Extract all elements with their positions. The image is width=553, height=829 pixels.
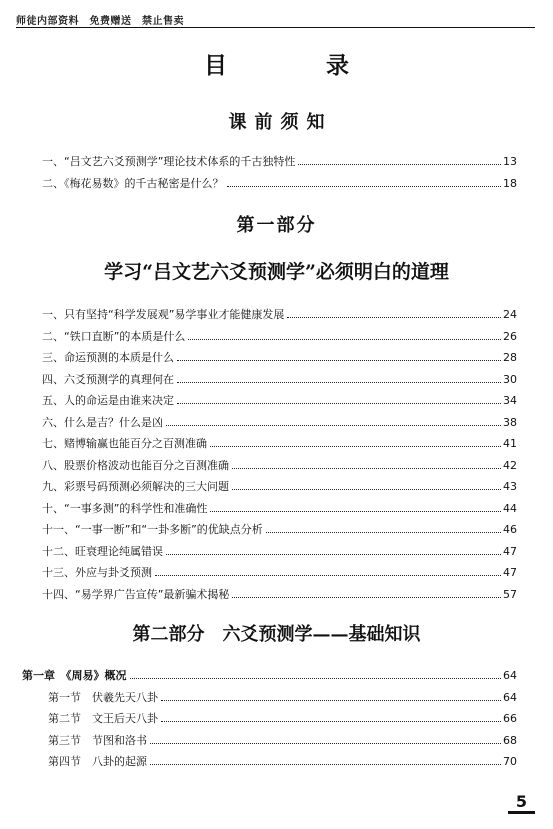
part2-toc (22, 665, 517, 773)
toc-entry-page: 42 (503, 458, 517, 472)
toc-leader-dots (150, 764, 501, 765)
toc-entry[interactable] (22, 730, 517, 752)
toc-entry[interactable] (42, 498, 517, 520)
toc-entry-text: 九、彩票号码预测必须解决的三大问题 (42, 480, 229, 493)
toc-leader-dots (166, 554, 501, 555)
toc-chapter-entry[interactable] (22, 665, 517, 687)
toc-entry-page: 43 (503, 480, 517, 493)
toc-leader-dots (166, 425, 501, 426)
toc-entry-page: 46 (503, 523, 517, 536)
toc-entry[interactable] (42, 412, 517, 434)
toc-leader-dots (130, 678, 502, 679)
toc-entry[interactable] (42, 390, 517, 412)
toc-entry-page: 47 (503, 566, 517, 579)
toc-entry-text: 十四、“易学界广告宣传”最新骗术揭秘 (42, 587, 230, 601)
toc-entry[interactable] (42, 347, 517, 369)
toc-entry-page: 28 (503, 351, 517, 364)
part1-subheading: 学习“吕文艺六爻预测学”必须明白的道理 (104, 261, 449, 283)
toc-entry-text: 第四节 八卦的起源 (48, 755, 147, 768)
toc-entry-page: 66 (503, 712, 517, 725)
toc-entry-text: 第一章 《周易》概况 (22, 669, 127, 682)
toc-entry-page: 41 (503, 437, 517, 450)
toc-entry[interactable] (42, 562, 517, 584)
toc-entry[interactable] (42, 519, 517, 541)
page-title: 目 录 (204, 52, 387, 79)
toc-entry[interactable] (42, 369, 517, 391)
toc-entry[interactable] (42, 433, 517, 455)
toc-entry-page: 18 (503, 176, 517, 190)
page-number: 5 (508, 782, 535, 814)
toc-entry[interactable] (42, 173, 517, 195)
toc-leader-dots (177, 382, 501, 383)
toc-leader-dots (161, 721, 501, 722)
toc-leader-dots (232, 489, 501, 490)
toc-leader-dots (227, 186, 502, 187)
part1-heading: 第一部分 (236, 215, 317, 236)
toc-entry-page: 24 (503, 308, 517, 321)
part2-heading: 第二部分 六爻预测学——基础知识 (132, 624, 421, 645)
toc-entry-text: 第二节 文王后天八卦 (48, 712, 158, 725)
toc-entry[interactable] (42, 151, 517, 173)
pre-course-toc (42, 151, 517, 194)
toc-entry-text: 八、股票价格波动也能百分之百测准确 (42, 458, 229, 472)
toc-leader-dots (161, 700, 501, 701)
toc-entry-text: 五、人的命运是由谁来决定 (42, 394, 174, 407)
toc-entry-text: 二、《梅花易数》的千古秘密是什么？ (42, 176, 224, 190)
toc-entry-page: 38 (503, 415, 517, 429)
toc-leader-dots (177, 403, 501, 404)
toc-leader-dots (232, 468, 501, 469)
toc-leader-dots (188, 339, 501, 340)
toc-entry[interactable] (42, 584, 517, 606)
toc-entry[interactable] (42, 304, 517, 326)
toc-entry[interactable] (22, 687, 517, 709)
toc-entry-page: 70 (503, 755, 517, 768)
toc-entry-text: 二、“铁口直断”的本质是什么 (42, 329, 186, 343)
toc-entry-page: 57 (503, 587, 517, 601)
toc-entry-text: 十一、“一事一断”和“一卦多断”的优缺点分析 (42, 523, 263, 536)
toc-entry-text: 一、“吕文艺六爻预测学”理论技术体系的千古独特性 (42, 155, 296, 168)
toc-leader-dots (298, 164, 501, 165)
part1-toc (42, 304, 517, 605)
toc-leader-dots (266, 532, 501, 533)
toc-entry[interactable] (42, 326, 517, 348)
toc-entry-text: 第一节 伏羲先天八卦 (48, 690, 158, 704)
toc-leader-dots (210, 446, 501, 447)
toc-entry-text: 一、只有坚持“科学发展观”易学事业才能健康发展 (42, 308, 285, 321)
toc-entry-page: 47 (503, 544, 517, 558)
toc-entry-page: 64 (503, 669, 517, 682)
toc-entry[interactable] (42, 476, 517, 498)
toc-leader-dots (150, 743, 501, 744)
toc-entry-page: 34 (503, 394, 517, 407)
toc-entry-page: 64 (503, 690, 517, 704)
toc-entry[interactable] (42, 455, 517, 477)
toc-leader-dots (155, 575, 501, 576)
header-note: 师徒内部资料 免费赠送 禁止售卖 (16, 16, 184, 27)
pre-course-heading: 课前须知 (228, 112, 333, 133)
header-divider (16, 27, 535, 28)
toc-entry-text: 七、赌博输赢也能百分之百测准确 (42, 437, 207, 450)
toc-leader-dots (210, 511, 501, 512)
toc-entry-text: 十二、旺衰理论纯属错误 (42, 544, 163, 558)
toc-leader-dots (177, 360, 501, 361)
toc-entry-text: 十、“一事多测”的科学性和准确性 (42, 501, 208, 515)
toc-entry-text: 第三节 节图和洛书 (48, 733, 147, 747)
toc-entry-text: 六、什么是吉？什么是凶 (42, 415, 163, 429)
toc-entry[interactable] (22, 708, 517, 730)
toc-entry-page: 68 (503, 733, 517, 747)
toc-entry-text: 四、六爻预测学的真理何在 (42, 372, 174, 386)
toc-entry[interactable] (42, 541, 517, 563)
toc-entry-text: 三、命运预测的本质是什么 (42, 351, 174, 364)
toc-entry-page: 13 (503, 155, 517, 168)
toc-entry-text: 十三、外应与卦爻预测 (42, 566, 152, 579)
toc-entry[interactable] (22, 751, 517, 773)
toc-leader-dots (232, 597, 501, 598)
toc-leader-dots (287, 317, 501, 318)
toc-entry-page: 26 (503, 329, 517, 343)
toc-entry-page: 44 (503, 501, 517, 515)
toc-entry-page: 30 (503, 372, 517, 386)
